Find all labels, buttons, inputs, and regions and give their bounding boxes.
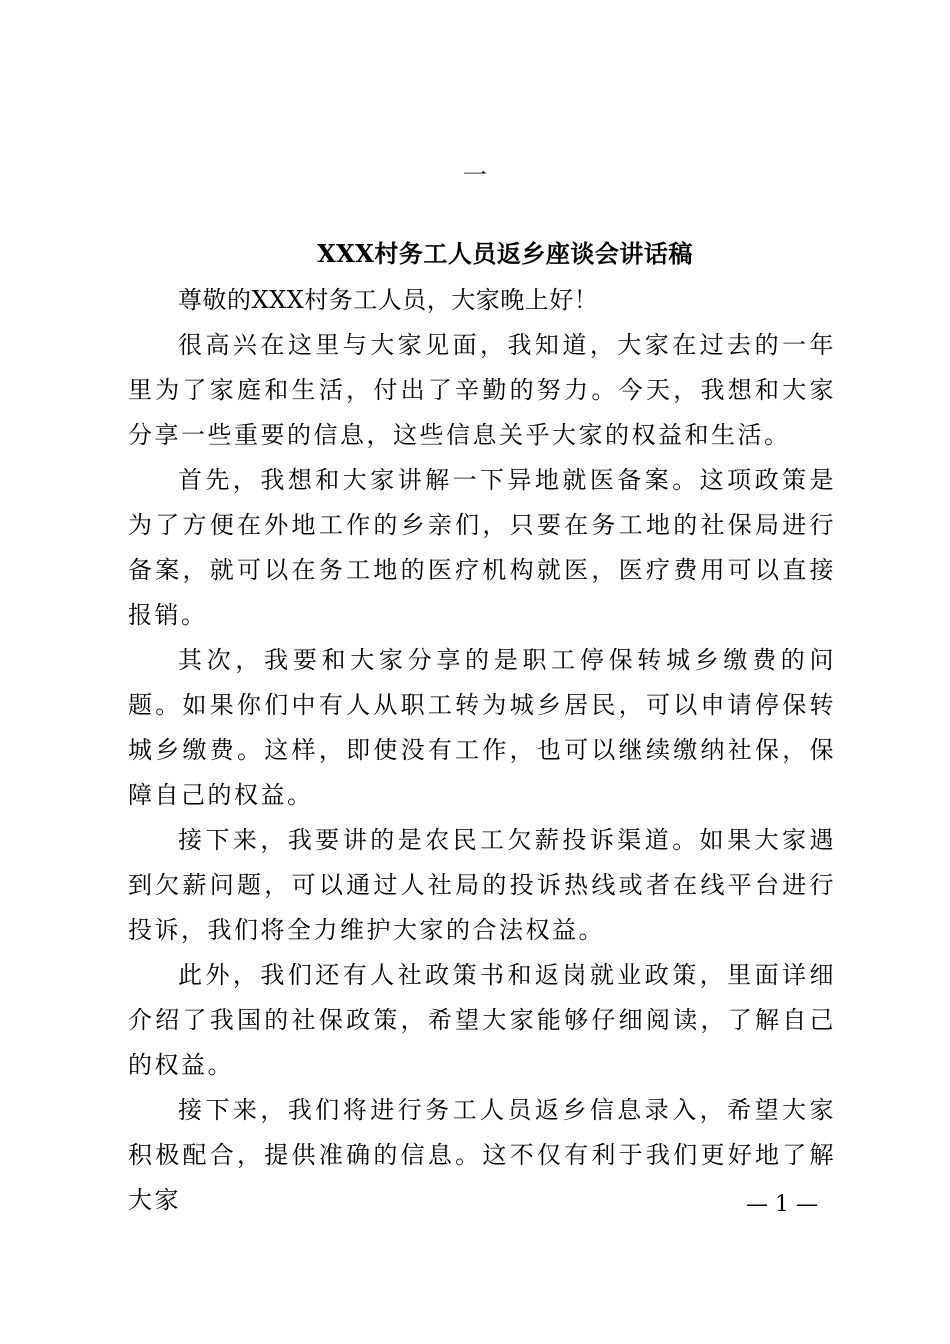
body-paragraph: 首先，我想和大家讲解一下异地就医备案。这项政策是为了方便在外地工作的乡亲们，只要在务工地的社保局进行备案，就可以在务工地的医疗机构就医，医疗费用可以直接报销。 — [128, 466, 836, 629]
body-paragraph: 很高兴在这里与大家见面，我知道，大家在过去的一年里为了家庭和生活，付出了辛勤的努力。今天，我想和大家分享一些重要的信息，这些信息关乎大家的权益和生活。 — [128, 331, 836, 449]
document-title: XXX村务工人员返乡座谈会讲话稿 — [317, 239, 693, 268]
body-paragraph: 其次，我要和大家分享的是职工停保转城乡缴费的问题。如果你们中有人从职工转为城乡居民，可以申请停保转城乡缴费。这样，即使没有工作，也可以继续缴纳社保，保障自己的权益。 — [128, 646, 836, 809]
page-number: — 1 — — [746, 1192, 818, 1217]
body-paragraph: 此外，我们还有人社政策书和返岗就业政策，里面详细介绍了我国的社保政策，希望大家能够仔细阅读，了解自己的权益。 — [128, 961, 836, 1079]
section-mark: 一 — [463, 161, 487, 189]
body-paragraph: 接下来，我们将进行务工人员返乡信息录入，希望大家积极配合，提供准确的信息。这不仅有利于我们更好地了解大家 — [128, 1096, 836, 1214]
greeting-paragraph: 尊敬的XXX村务工人员，大家晚上好！ — [178, 286, 599, 314]
speech-body — [128, 278, 836, 1223]
body-paragraph: 接下来，我要讲的是农民工欠薪投诉渠道。如果大家遇到欠薪问题，可以通过人社局的投诉热线或者在线平台进行投诉，我们将全力维护大家的合法权益。 — [128, 826, 836, 944]
